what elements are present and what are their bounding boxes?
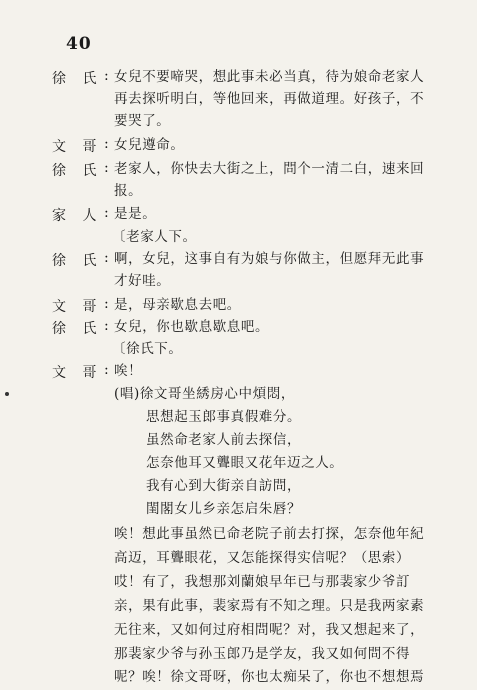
dialogue-line: 啊，女兒，这事自有为娘与你做主，但愿拜无此事 [114, 251, 425, 267]
colon: : [104, 362, 109, 378]
song-line: 思想起玉郎事真假难分。 [146, 409, 302, 425]
colon: : [104, 318, 109, 334]
dialogue-line: 老家人，你快去大街之上，問个一清二白，速来回 [114, 161, 425, 177]
colon: : [104, 296, 109, 312]
speaker-label: 徐 氏 [52, 321, 103, 337]
speaker-label: 文 哥 [52, 299, 103, 315]
speaker-label: 家 人 [52, 208, 103, 224]
stage-direction: 〔徐氏下。 [112, 341, 183, 357]
dialogue-line: 唉！ [114, 363, 143, 379]
speaker-label: 徐 氏 [52, 71, 103, 87]
song-line: 虽然命老家人前去探信， [146, 432, 302, 448]
speech-line: 高迈，耳聾眼花，又怎能探得实信呢？（思索） [114, 550, 411, 566]
stage-direction: 〔老家人下。 [112, 229, 197, 245]
dialogue-line: 是，母亲歇息去吧。 [114, 297, 241, 313]
dialogue-line: 才好哇。 [114, 273, 171, 289]
song-line: 閨閣女儿乡亲怎启朱唇？ [146, 501, 302, 517]
speech-line: 亲，果有此事，裴家焉有不知之理。只是我两家素 [114, 598, 425, 614]
dialogue-line: 再去探听明白，等他回来，再做道理。好孩子，不 [114, 91, 425, 107]
song-line: 怎奈他耳又聾眼又花年迈之人。 [146, 455, 344, 471]
colon: : [104, 160, 109, 176]
ink-speck [5, 392, 9, 396]
speech-line: 唉！想此事虽然已命老院子前去打探，怎奈他年紀 [114, 526, 425, 542]
dialogue-line: 女兒不要啼哭，想此事未必当真，待为娘命老家人 [114, 69, 425, 85]
speaker-label: 文 哥 [52, 365, 103, 381]
speech-line: 哎！有了，我想那刘蘭娘早年已与那裴家少爷訂 [114, 574, 411, 590]
dialogue-line: 是是。 [114, 206, 157, 222]
speech-line: 呢？唉！徐文哥呀，你也太痴呆了，你也不想想焉 [114, 669, 425, 685]
speaker-label: 徐 氏 [52, 253, 103, 269]
page-number: 40 [66, 34, 92, 54]
dialogue-line: 女兒，你也歇息歇息吧。 [114, 319, 270, 335]
speaker-label: 文 哥 [52, 139, 103, 155]
speech-line: 无往来，又如何过府相問呢？对，我又想起来了， [114, 622, 425, 638]
dialogue-line: 报。 [114, 183, 143, 199]
dialogue-line: 要哭了。 [114, 113, 171, 129]
song-line: 我有心到大街亲自訪問， [146, 478, 302, 494]
speech-line: 那裴家少爷与孙玉郎乃是学友，我又如何問不得 [114, 646, 411, 662]
dialogue-line: 女兒遵命。 [114, 137, 185, 153]
colon: : [104, 205, 109, 221]
speaker-label: 徐 氏 [52, 163, 103, 179]
colon: : [104, 250, 109, 266]
colon: : [104, 68, 109, 84]
colon: : [104, 136, 109, 152]
song-line: (唱)徐文哥坐綉房心中煩悶， [114, 386, 295, 402]
